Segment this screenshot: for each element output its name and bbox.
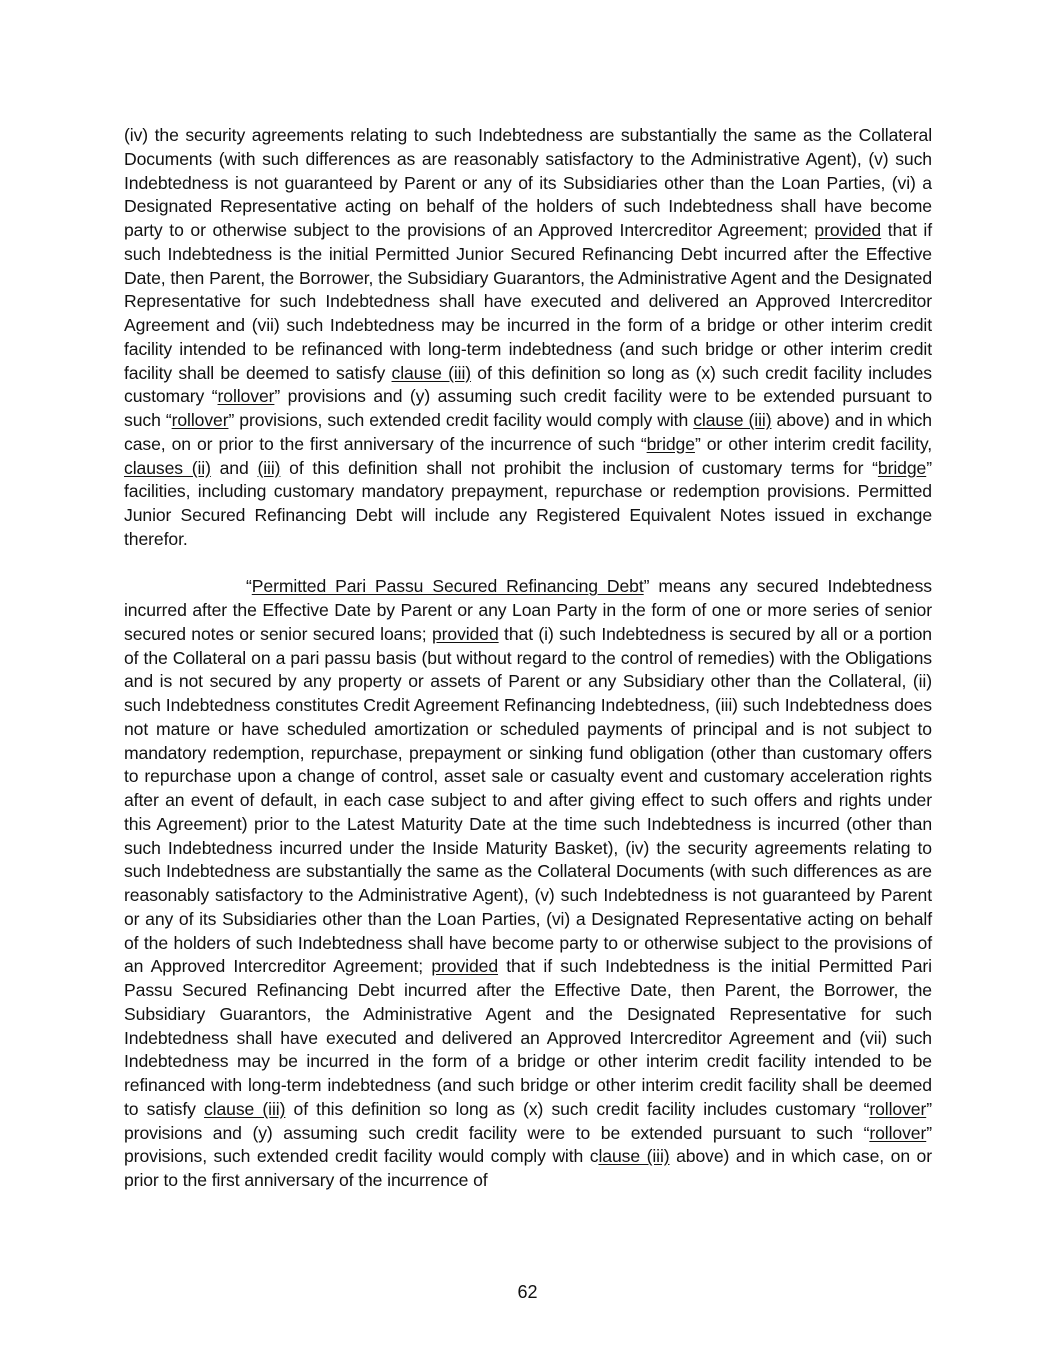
term-rollover: rollover xyxy=(171,410,229,430)
term-rollover: rollover xyxy=(869,1098,927,1119)
term-provided: provided xyxy=(814,220,882,240)
text-run: ” or other interim credit facility, xyxy=(694,433,932,454)
text-run: above) and in which case, on or prior to the first anniversary of the incurrence of such “ xyxy=(124,410,932,454)
term-rollover: rollover xyxy=(217,386,275,407)
cross-reference-clauses-ii: clauses (ii) xyxy=(124,457,211,478)
term-rollover: rollover xyxy=(869,1122,927,1143)
text-run: ” facilities, including customary mandatory prepayment, repurchase or redemption provisions. Permitted Junior Secured Refinancing Debt will include any Registered Equivalent Notes issued in exchange therefor. xyxy=(124,457,932,549)
text-run: that if such Indebtedness is the initial Permitted Junior Secured Refinancing Debt incurred after the Effective Date, then Parent, the Borrower, the Subsidiary Guarantors, the Administrative Agent and the Designated Representative for such Indebtedness shall have executed and delivered an Approved Intercreditor Agreement and (vii) such Indebtedness may be incurred in the form of a bridge or other interim credit facility intended to be refinanced with long-term indebtedness (and such bridge or other interim credit facility shall be deemed to satisfy xyxy=(124,220,933,383)
term-provided: provided xyxy=(431,623,499,644)
text-run: above) and in which case, on or prior to the first anniversary of the incurrence of xyxy=(124,1146,932,1190)
page-number: 62 xyxy=(517,1282,538,1302)
paragraph-junior-secured-continuation xyxy=(124,124,932,552)
defined-term: Permitted Pari Passu Secured Refinancing Debt xyxy=(251,576,644,597)
term-bridge: bridge xyxy=(877,457,927,478)
text-run: of this definition so long as (x) such credit facility includes customary “ xyxy=(285,1098,870,1119)
text-run: that if such Indebtedness is the initial Permitted Pari Passu Secured Refinancing Debt incurred after the Effective Date, then Parent, the Borrower, the Subsidiary Guarantors, the Administrative Agent and the Designated Representative for such Indebtedness shall have executed and delivered an Approved Intercreditor Agreement and (vii) such Indebtedness may be incurred in the form of a bridge or other interim credit facility intended to be refinanced with long-term indebtedness (and such bridge or other interim credit facility shall be deemed to satisfy xyxy=(124,956,932,1119)
text-run: “ xyxy=(246,576,252,597)
page-body xyxy=(124,124,932,1193)
cross-reference-clause-iii: lause (iii) xyxy=(598,1146,670,1167)
cross-reference-iii: (iii) xyxy=(257,457,281,478)
cross-reference-clause-iii: clause (iii) xyxy=(693,410,772,430)
text-run: ” provisions, such extended credit facility would comply with c xyxy=(124,1122,932,1167)
text-run: of this definition so long as (x) such credit facility includes customary “ xyxy=(124,362,932,407)
text-run: ” provisions and (y) assuming such credit facility were to be extended pursuant to such “ xyxy=(124,386,932,430)
text-run: ” provisions and (y) assuming such credit facility were to be extended pursuant to such “ xyxy=(124,1098,932,1143)
definition-permitted-pari-passu-secured-refinancing-debt xyxy=(124,575,932,1193)
term-bridge: bridge xyxy=(646,433,695,454)
text-run: ” provisions, such extended credit facility would comply with xyxy=(228,410,694,430)
cross-reference-clause-iii: clause (iii) xyxy=(391,362,472,383)
term-provided: provided xyxy=(431,956,499,977)
cross-reference-clause-iii: clause (iii) xyxy=(203,1098,286,1119)
text-run: ” means any secured Indebtedness incurred after the Effective Date by Parent or any Loan Party in the form of one or more series of senior secured notes or senior secured loans; xyxy=(124,576,932,644)
text-run: and xyxy=(210,457,258,478)
text-run: of this definition shall not prohibit the inclusion of customary terms for “ xyxy=(280,457,878,478)
text-run: that (i) such Indebtedness is secured by all or a portion of the Collateral on a pari passu basis (but without regard to the control of remedies) with the Obligations and is not secured by any property or assets of Parent or any Subsidiary other than the Collateral, (ii) such Indebtedness constitutes Credit Agreement Refinancing Indebtedness, (iii) such Indebtedness does not mature or have scheduled amortization or scheduled payments of principal and is not subject to mandatory redemption, repurchase, prepayment or sinking fund obligation (other than customary offers to repurchase upon a change of control, asset sale or casualty event and customary acceleration rights after an event of default, in each case subject to and after giving effect to such offers and rights under this Agreement) prior to the Latest Maturity Date at the time such Indebtedness is incurred (other than such Indebtedness incurred under the Inside Maturity Basket), (iv) the security agreements relating to such Indebtedness are substantially the same as the Collateral Documents (with such differences as are reasonably satisfactory to the Administrative Agent), (v) such Indebtedness is not guaranteed by Parent or any of its Subsidiaries other than the Loan Parties, (vi) a Designated Representative acting on behalf of the holders of such Indebtedness shall have become party to or otherwise subject to the provisions of an Approved Intercreditor Agreement; xyxy=(124,623,932,977)
text-run: (iv) the security agreements relating to such Indebtedness are substantially the same as the Collateral Documents (with such differences as are reasonably satisfactory to the Administrative Agent), (v) such Indebtedness is not guaranteed by Parent or any of its Subsidiaries other than the Loan Parties, (vi) a Designated Representative acting on behalf of the holders of such Indebtedness shall have become party to or otherwise subject to the provisions of an Approved Intercreditor Agreement; xyxy=(124,125,932,240)
